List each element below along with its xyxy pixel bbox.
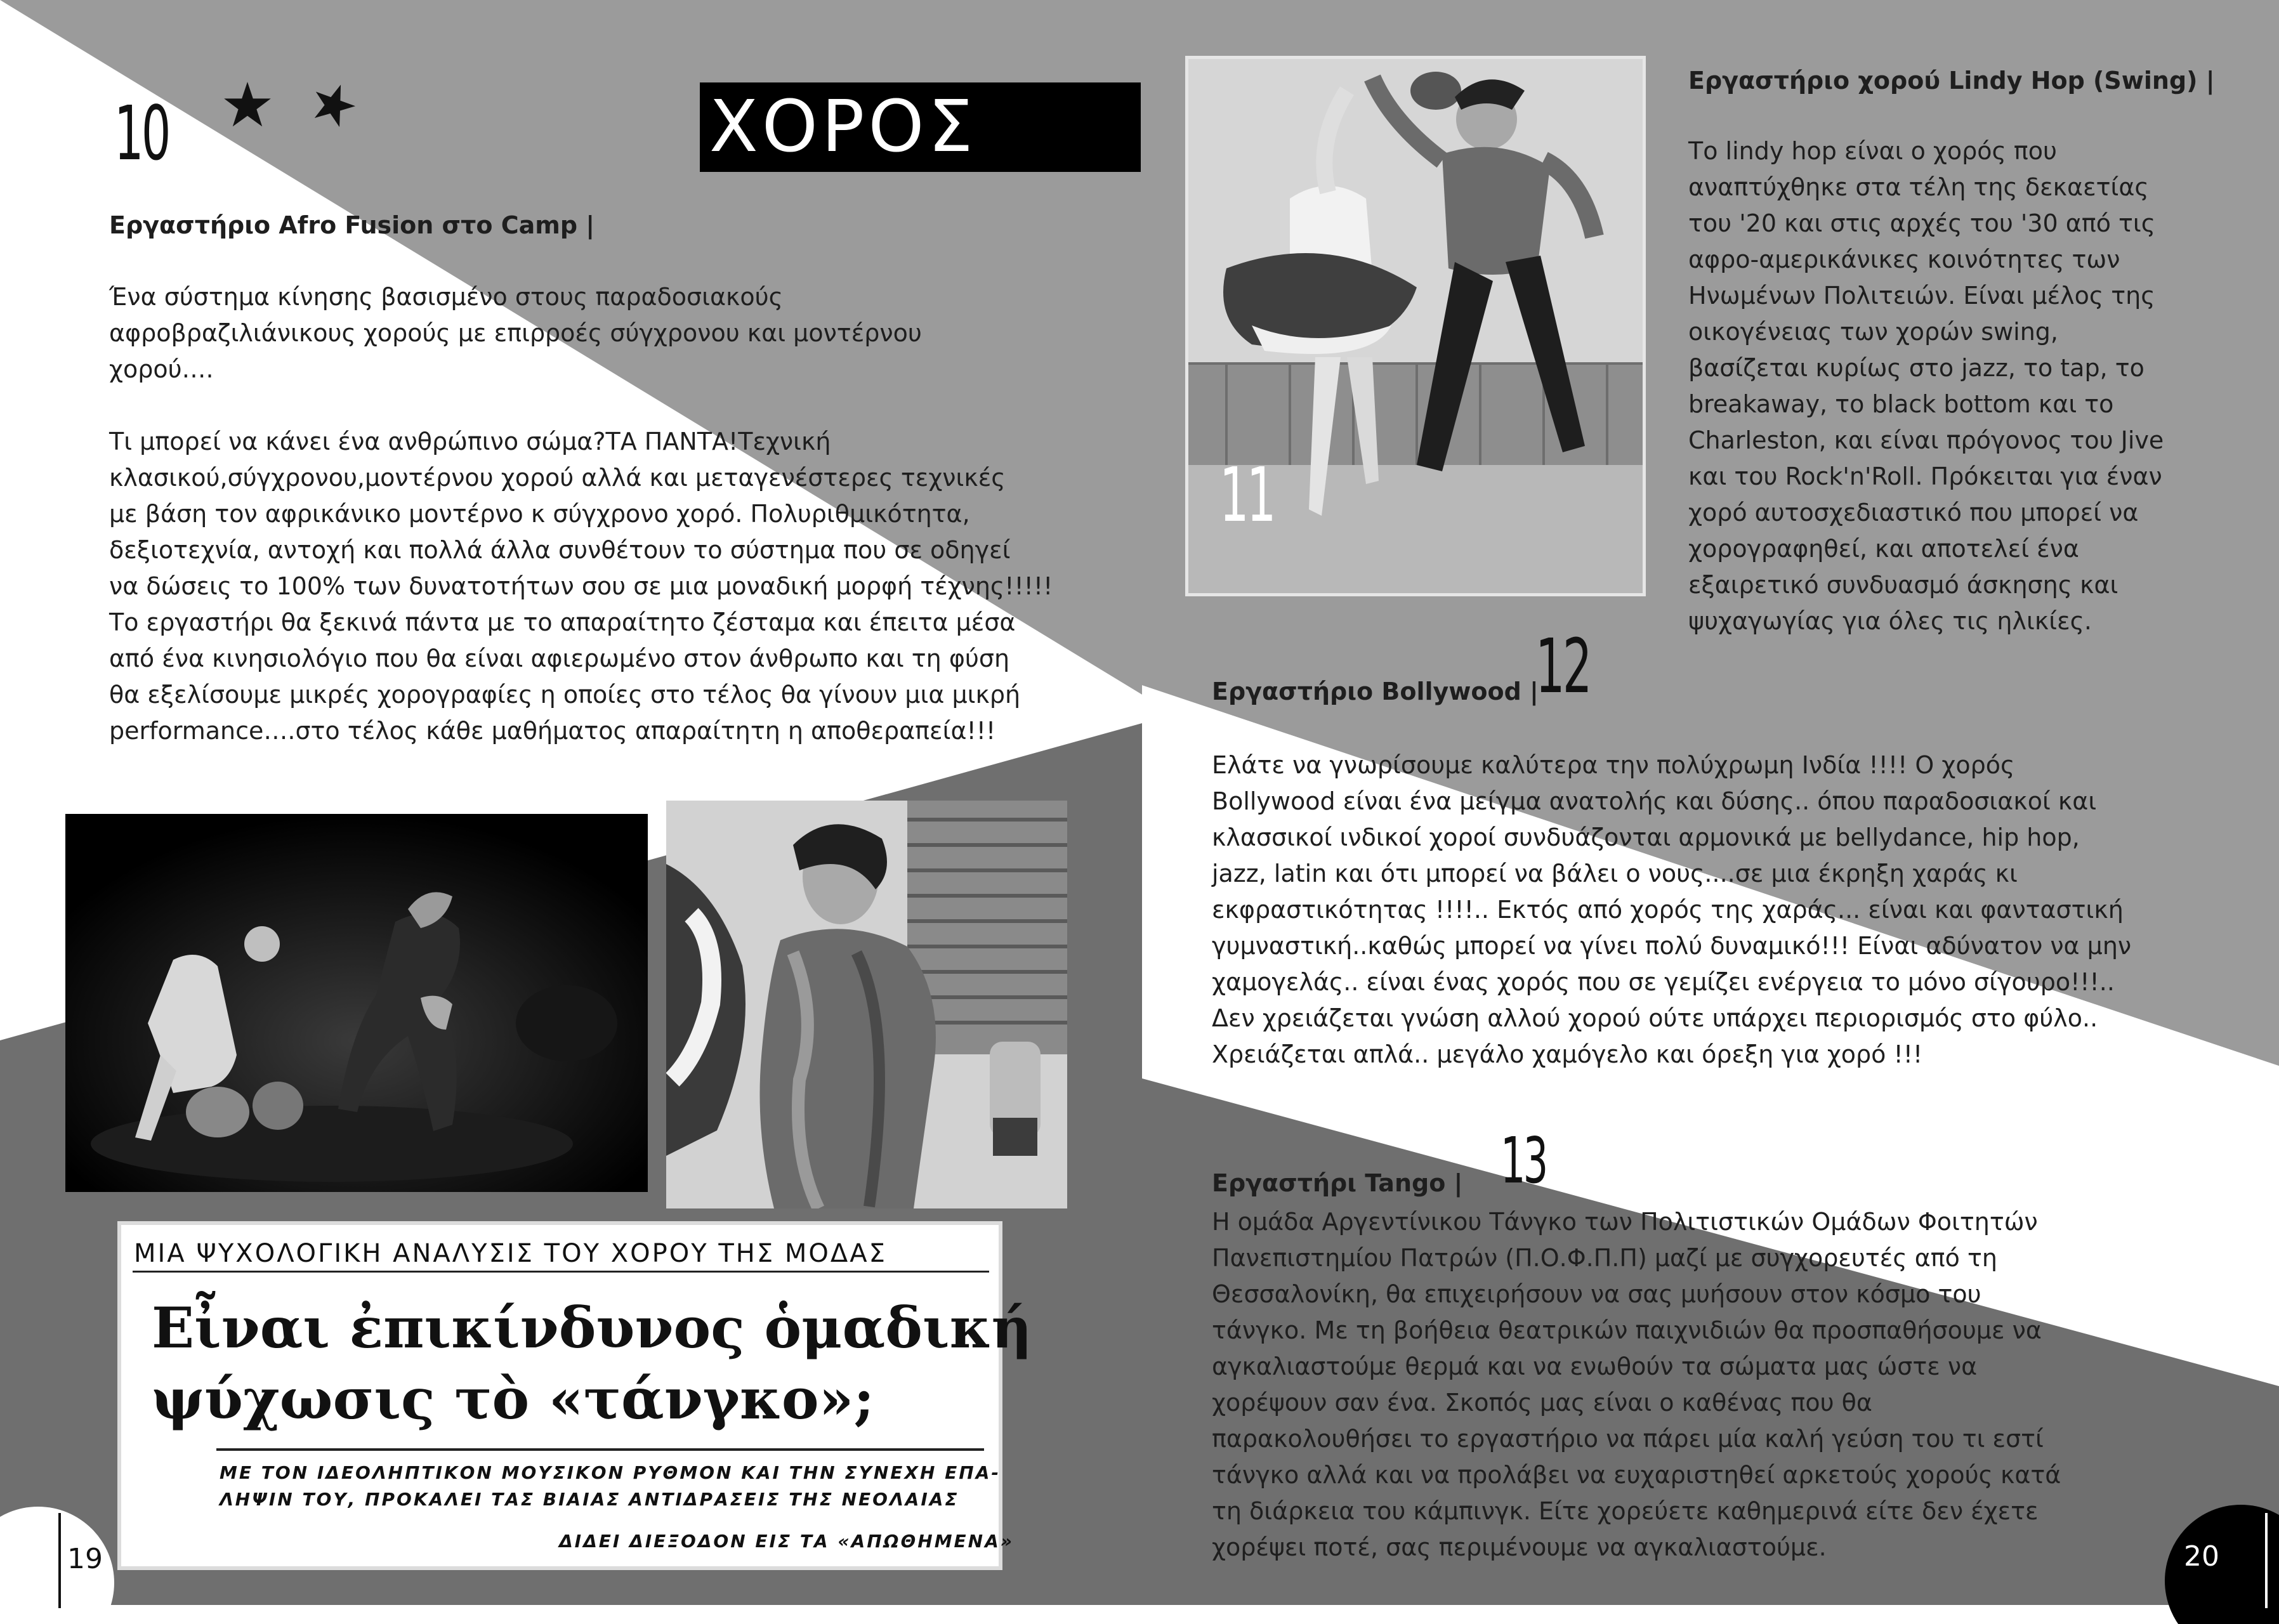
text-line: εκφραστικότητας !!!!.. Εκτός από χορός της χαράς... είναι και φανταστική <box>1212 896 2124 924</box>
text-line: τάνγκο. Με τη βοήθεια θεατρικών παιχνιδιών θα προσπαθήσουμε να <box>1212 1316 2042 1344</box>
text-line: από ένα κινησιολόγιο που θα είναι αφιερωμένο στον άνθρωπο και τη φύση <box>109 645 1010 672</box>
text-line: εξαιρετικό συνδυασμό άσκησης και <box>1688 571 2118 599</box>
text-line: οικογένειας των χορών swing, <box>1688 318 2059 346</box>
text-line: βασίζεται κυρίως στο jazz, το tap, το <box>1688 354 2144 382</box>
text-line: τάνγκο αλλά και να προλάβει να ευχαριστηθεί αρκετούς χορούς κατά <box>1212 1461 2061 1489</box>
workshop-number-11: 11 <box>1219 451 1274 539</box>
page-number-divider-right <box>2265 1513 2268 1608</box>
text-line: Τι μπορεί να κάνει ένα ανθρώπινο σώμα?ΤΑ ΠΑΝΤΑ!Τεχνική <box>109 428 831 455</box>
text-line: Θεσσαλονίκη, θα επιχειρήσουν να σας μυήσουν στον κόσμο του <box>1212 1280 1981 1308</box>
workshop-number-12: 12 <box>1535 622 1590 710</box>
text-line: γυμναστική..καθώς μπορεί να γίνει πολύ δυναμικό!!! Είναι αδύνατον να μην <box>1212 932 2132 960</box>
tango-paragraph <box>1212 1204 2164 1566</box>
star-icon <box>222 79 273 130</box>
clipping-subhead-2: ΛΗΨΙΝ ΤΟΥ, ΠΡΟΚΑΛΕΙ ΤΑΣ ΒΙΑΙΑΣ ΑΝΤΙΔΡΑΣΕΙΣ ΤΗΣ ΝΕΟΛΑΙΑΣ <box>220 1489 959 1510</box>
newspaper-clipping <box>117 1221 1032 1570</box>
text-line: ψυχαγωγίας για όλες τις ηλικίες. <box>1688 607 2092 635</box>
text-line: τη διάρκεια του κάμπινγκ. Είτε χορεύετε καθημερινά είτε δεν έχετε <box>1212 1497 2039 1525</box>
text-line: αφροβραζιλιάνικους χορούς με επιρροές σύγχρονου και μοντέρνου <box>109 319 922 347</box>
text-line: χορού…. <box>109 355 214 383</box>
text-line: θα εξελίσουμε μικρές χορογραφίες η οποίες στο τέλος θα γίνουν μια μικρή <box>109 681 1021 709</box>
text-line: Το lindy hop είναι ο χορός που <box>1688 137 2057 165</box>
afro-fusion-paragraph-1 <box>109 279 1093 388</box>
workshop-number-13: 13 <box>1501 1123 1546 1198</box>
text-line: χορογραφηθεί, και αποτελεί ένα <box>1688 535 2079 563</box>
text-line: χορό αυτοσχεδιαστικό που μπορεί να <box>1688 499 2139 527</box>
text-line: χορέψουν σαν ένα. Σκοπός μας είναι ο καθένας που θα <box>1212 1389 1872 1417</box>
text-line: Charleston, και είναι πρόγονος του Jive <box>1688 426 2164 454</box>
clipping-border-line <box>133 1271 989 1273</box>
text-line: Δεν χρειάζεται γνώση αλλού χορού ούτε υπάρχει περιορισμός στο φύλο.. <box>1212 1004 2098 1032</box>
page-number-divider-left <box>58 1513 61 1608</box>
text-line: Ηνωμένων Πολιτειών. Είναι μέλος της <box>1688 282 2155 310</box>
text-line: Ελάτε να γνωρίσουμε καλύτερα την πολύχρωμη Ινδία !!!! Ο χορός <box>1212 751 2015 779</box>
text-line: αναπτύχθηκε στα τέλη της δεκαετίας <box>1688 173 2149 201</box>
clipping-footer: ΔΙΔΕΙ ΔΙΕΞΟΔΟΝ ΕΙΣ ΤΑ «ΑΠΩΘΗΜΕΝΑ» <box>559 1531 1014 1552</box>
text-line: χορέψει ποτέ, σας περιμένουμε να αγκαλιαστούμε. <box>1212 1533 1827 1561</box>
text-line: performance….στο τέλος κάθε μαθήματος απαραίτητη η αποθεραπεία!!! <box>109 717 996 745</box>
workshop-title-tango: Εργαστήρι Tango | <box>1212 1169 1463 1197</box>
text-line: με βάση τον αφρικάνικο μοντέρνο κ σύγχρονο χορό. Πολυριθμικότητα, <box>109 500 970 528</box>
text-line: του '20 και στις αρχές του '30 από τις <box>1688 209 2156 237</box>
workshop-number-10: 10 <box>114 89 169 177</box>
text-line: jazz, latin και ότι μπορεί να βάλει ο νους....σε μια έκρηξη χαράς κι <box>1212 860 2018 887</box>
bollywood-paragraph <box>1212 747 2240 1073</box>
text-line: Η ομάδα Αργεντίνικου Τάνγκο των Πολιτιστικών Ομάδων Φοιτητών <box>1212 1208 2038 1236</box>
text-line: Bollywood είναι ένα μείγμα ανατολής και δύσης.. όπου παραδοσιακοί και <box>1212 787 2097 815</box>
text-line: Χρειάζεται απλά.. μεγάλο χαμόγελο και όρεξη για χορό !!! <box>1212 1040 1923 1068</box>
workshop-title-afro-fusion: Εργαστήριο Afro Fusion στο Camp | <box>109 211 595 239</box>
text-line: Το εργαστήρι θα ξεκινά πάντα με το απαραίτητο ζέσταμα και έπειτα μέσα <box>109 608 1016 636</box>
text-line: και του Rock'n'Roll. Πρόκειται για έναν <box>1688 462 2162 490</box>
workshop-title-bollywood: Εργαστήριο Bollywood | <box>1212 678 1539 705</box>
section-title: ΧΟΡΟΣ <box>709 86 977 168</box>
text-line: αγκαλιαστούμε θερμά και να ενωθούν τα σώματα μας ώστε να <box>1212 1352 1978 1380</box>
text-line: αφρο-αμερικάνικες κοινότητες των <box>1688 246 2120 273</box>
text-line: να δώσεις το 100% των δυνατοτήτων σου σε μια μοναδική μορφή τέχνης!!!!! <box>109 572 1053 600</box>
text-line: δεξιοτεχνία, αντοχή και πολλά άλλα συνθέτουν το σύστημα που σε οδηγεί <box>109 536 1011 564</box>
clipping-headline-1: Εἶναι ἐπικίνδυνος ὁμαδική <box>152 1295 1032 1361</box>
text-line: παρακολουθήσει το εργαστήριο να πάρει μία καλή γεύση του τι εστί <box>1212 1425 2044 1453</box>
page-number-right: 20 <box>2184 1540 2219 1573</box>
page-number-left: 19 <box>67 1543 103 1575</box>
bollywood-dancer-photo <box>666 801 1067 1208</box>
text-line: κλασικού,σύγχρονου,μοντέρνου χορού αλλά και μεταγενέστερες τεχνικές <box>109 464 1006 492</box>
text-line: Πανεπιστημίου Πατρών (Π.Ο.Φ.Π.Π) μαζί με συγχορευτές από τη <box>1212 1244 1997 1272</box>
clipping-headline-2: ψύχωσις τὸ «τάνγκο»; <box>152 1366 875 1432</box>
clipping-overline: ΜΙΑ ΨΥΧΟΛΟΓΙΚΗ ΑΝΑΛΥΣΙΣ ΤΟΥ ΧΟΡΟΥ ΤΗΣ ΜΟΔΑΣ <box>134 1239 887 1268</box>
afro-fusion-photo <box>65 814 648 1192</box>
clipping-divider <box>216 1448 984 1451</box>
text-line: breakaway, το black bottom και το <box>1688 390 2114 418</box>
clipping-subhead-1: ΜΕ ΤΟΝ ΙΔΕΟΛΗΠΤΙΚΟΝ ΜΟΥΣΙΚΟΝ ΡΥΘΜΟΝ ΚΑΙ ΤΗΝ ΣΥΝΕΧΗ ΕΠΑ- <box>220 1462 1001 1483</box>
text-line: Ένα σύστημα κίνησης βασισμένο στους παραδοσιακούς <box>109 283 783 311</box>
lindy-hop-paragraph <box>1688 133 2259 639</box>
text-line: χαμογελάς.. είναι ένας χορός που σε γεμίζει ενέργεια το μόνο σίγουρο!!!.. <box>1212 968 2115 996</box>
workshop-title-lindy-hop: Εργαστήριο χορού Lindy Hop (Swing) | <box>1688 67 2215 95</box>
afro-fusion-paragraph-2 <box>109 424 1124 749</box>
text-line: κλασσικοί ινδικοί χοροί συνδυάζονται αρμονικά με bellydance, hip hop, <box>1212 823 2080 851</box>
